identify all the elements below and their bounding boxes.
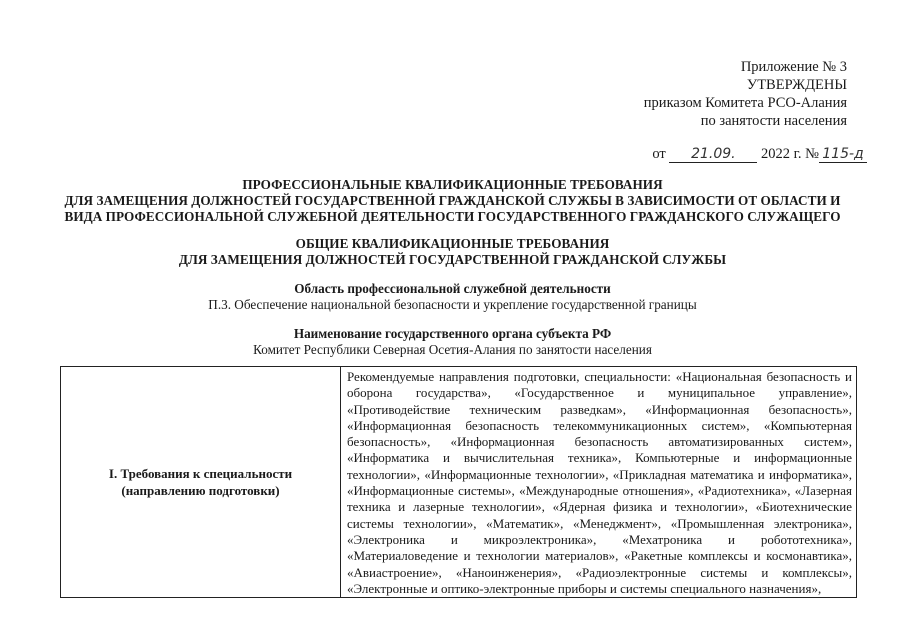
approved-label: УТВЕРЖДЕНЫ [746, 77, 847, 93]
order-issuer-line2: по занятости населения [700, 113, 847, 129]
activity-area-value: П.3. Обеспечение национальной безопасности и укрепление государственной границы [208, 297, 697, 312]
main-title-line2: ДЛЯ ЗАМЕЩЕНИЯ ДОЛЖНОСТЕЙ ГОСУДАРСТВЕННОЙ ГРАЖДАНСКОЙ СЛУЖБЫ В ЗАВИСИМОСТИ ОТ ОБЛАСТИ И [64, 193, 841, 208]
main-title-line1: ПРОФЕССИОНАЛЬНЫЕ КВАЛИФИКАЦИОННЫЕ ТРЕБОВАНИЯ [242, 177, 663, 192]
general-title-line1: ОБЩИЕ КВАЛИФИКАЦИОННЫЕ ТРЕБОВАНИЯ [295, 236, 610, 251]
activity-area [0, 281, 905, 313]
table-row [61, 367, 857, 598]
order-date-line [652, 146, 867, 163]
activity-area-heading: Область профессиональной служебной деятельности [294, 281, 611, 296]
main-title [0, 177, 905, 225]
main-title-line3: ВИДА ПРОФЕССИОНАЛЬНОЙ СЛУЖЕБНОЙ ДЕЯТЕЛЬНОСТИ ГОСУДАРСТВЕННОГО ГРАЖДАНСКОГО СЛУЖАЩЕГО [64, 209, 841, 224]
requirement-category-line1: I. Требования к специальности [108, 466, 293, 482]
requirement-category-cell [61, 367, 341, 598]
order-issuer-line1: приказом Комитета РСО-Алания [643, 95, 847, 111]
order-prefix: от [652, 146, 666, 162]
handwritten-date: 21.09. [669, 146, 757, 163]
requirements-table [60, 366, 857, 598]
requirement-description-cell: Рекомендуемые направления подготовки, специальности: «Национальная безопасность и оборона государства», «Государственное и муниципальное управление», «Противодействие техническим разведкам», «Информационная безопасность», «Информационная безопасность телекоммуникационных систем», «Компьютерная безопасность», «Информационная безопасность автоматизированных систем», «Информатика и вычислительная техника», Компьютерные и информационные технологии», «Информационные технологии», «Прикладная математика и информатика», «Информационные системы», «Международные отношения», «Радиотехника», «Лазерная техника и лазерные технологии», «Ядерная физика и технологии», «Биотехнические системы технологии», «Математик», «Менеджмент», «Промышленная электроника», «Электроника и микроэлектроника», «Мехатроника и робототехника», «Материаловедение и технологии материалов», «Ракетные комплексы и космонавтика», «Авиастроение», «Наноинженерия», «Радиоэлектронные системы и комплексы», «Электронные и оптико-электронные приборы и системы специального назначения», [341, 367, 857, 598]
appendix-block [644, 58, 847, 130]
general-title-line2: ДЛЯ ЗАМЕЩЕНИЯ ДОЛЖНОСТЕЙ ГОСУДАРСТВЕННОЙ ГРАЖДАНСКОЙ СЛУЖБЫ [178, 252, 727, 267]
order-year-text: 2022 г. № [760, 146, 819, 162]
general-title [0, 236, 905, 268]
handwritten-order-number: 115-д [819, 146, 867, 163]
appendix-number: Приложение № 3 [740, 59, 847, 75]
government-organ [0, 326, 905, 358]
government-organ-heading: Наименование государственного органа субъекта РФ [293, 326, 612, 341]
requirement-category-line2: (направлению подготовки) [121, 483, 280, 499]
government-organ-value: Комитет Республики Северная Осетия-Алания по занятости населения [253, 342, 652, 357]
